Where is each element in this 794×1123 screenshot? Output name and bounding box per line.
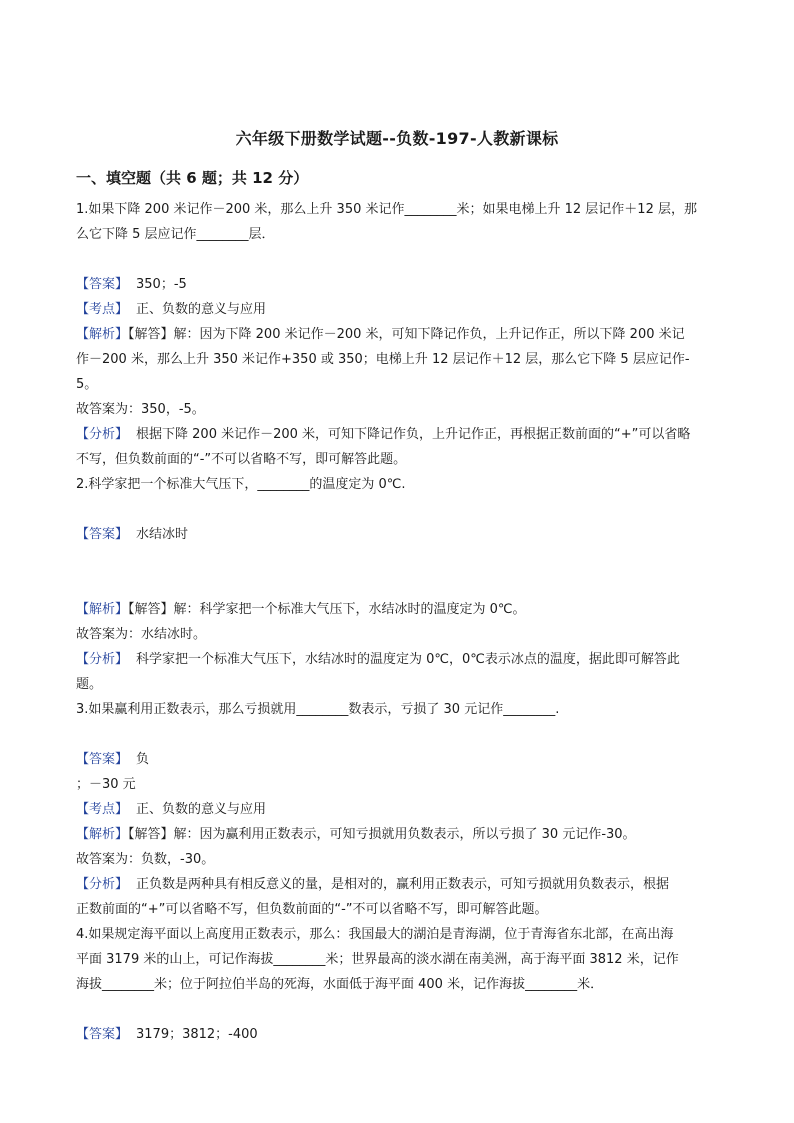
line-value: 正负数是两种具有相反意义的量，是相对的，赢利用正数表示，可知亏损就用负数表示，根据	[136, 877, 670, 892]
text-line: 题。	[76, 677, 103, 692]
text-line: 3.如果赢利用正数表示，那么亏损就用________数表示，亏损了 30 元记作________.	[76, 702, 560, 717]
text-line: 5。	[76, 377, 98, 392]
line-value: 正、负数的意义与应用	[136, 302, 267, 317]
text-line: 作－200 米，那么上升 350 米记作+350 或 350；电梯上升 12 层记作＋12 层，那么它下降 5 层应记作-	[76, 352, 690, 367]
line-tag: 【考点】	[76, 802, 129, 817]
labeled-line	[76, 876, 669, 894]
line-tag: 【答案】	[76, 277, 129, 292]
line-value: 水结冰时	[136, 527, 189, 542]
text-line: 么它下降 5 层应记作________层．	[76, 227, 275, 242]
labeled-line	[76, 526, 188, 544]
line-value: 350；-5	[136, 277, 187, 292]
line-value: 【解答】解：科学家把一个标准大气压下，水结冰时的温度定为 0℃。	[128, 602, 526, 617]
line-tag: 【分析】	[76, 652, 129, 667]
labeled-line	[76, 801, 266, 819]
text-line: 故答案为：水结冰时。	[76, 627, 207, 642]
line-value: 正、负数的意义与应用	[136, 802, 267, 817]
line-tag: 【答案】	[76, 752, 129, 767]
line-tag: 【解析】	[76, 827, 129, 842]
line-tag: 【解析】	[76, 327, 129, 342]
line-value: 【解答】解：因为下降 200 米记作－200 米，可知下降记作负，上升记作正，所以下降 200 米记	[128, 327, 685, 342]
labeled-line	[76, 651, 680, 669]
text-line: 1.如果下降 200 米记作－200 米，那么上升 350 米记作________米；如果电梯上升 12 层记作＋12 层，那	[76, 202, 697, 217]
section-heading: 一、填空题（共 6 题；共 12 分）	[76, 169, 309, 187]
text-line: 故答案为：负数，-30。	[76, 852, 215, 867]
labeled-line	[76, 601, 526, 619]
labeled-line	[76, 326, 685, 344]
text-line: 4.如果规定海平面以上高度用正数表示，那么：我国最大的湖泊是青海湖，位于青海省东北部，在高出海	[76, 927, 674, 942]
text-line: ；－30 元	[76, 777, 136, 792]
line-value: 【解答】解：因为赢利用正数表示，可知亏损就用负数表示，所以亏损了 30 元记作-30。	[128, 827, 636, 842]
document-title: 六年级下册数学试题--负数-197-人教新课标	[235, 129, 559, 148]
line-value: 3179；3812；-400	[136, 1027, 258, 1042]
line-value: 科学家把一个标准大气压下，水结冰时的温度定为 0℃，0℃表示冰点的温度，据此即可解答此	[136, 652, 680, 667]
line-tag: 【分析】	[76, 877, 129, 892]
text-line: 不写，但负数前面的“-”不可以省略不写，即可解答此题。	[76, 452, 407, 467]
labeled-line	[76, 1026, 258, 1044]
line-value: 根据下降 200 米记作－200 米，可知下降记作负，上升记作正，再根据正数前面的“+”可以省略	[136, 427, 691, 442]
labeled-line	[76, 301, 266, 319]
line-tag: 【答案】	[76, 1027, 129, 1042]
text-line: 正数前面的“+”可以省略不写，但负数前面的“-”不可以省略不写，即可解答此题。	[76, 902, 548, 917]
labeled-line	[76, 751, 149, 769]
text-line: 平面 3179 米的山上，可记作海拔________米；世界最高的淡水湖在南美洲，高于海平面 3812 米，记作	[76, 952, 679, 967]
labeled-line	[76, 426, 690, 444]
labeled-line	[76, 826, 636, 844]
line-tag: 【分析】	[76, 427, 129, 442]
line-tag: 【答案】	[76, 527, 129, 542]
labeled-line	[76, 276, 187, 294]
text-line: 故答案为：350，-5。	[76, 402, 205, 417]
line-tag: 【考点】	[76, 302, 129, 317]
line-value: 负	[136, 752, 150, 767]
text-line: 海拔________米；位于阿拉伯半岛的死海，水面低于海平面 400 米，记作海拔________米．	[76, 977, 604, 992]
line-tag: 【解析】	[76, 602, 129, 617]
text-line: 2.科学家把一个标准大气压下，________的温度定为 0℃.	[76, 477, 406, 492]
